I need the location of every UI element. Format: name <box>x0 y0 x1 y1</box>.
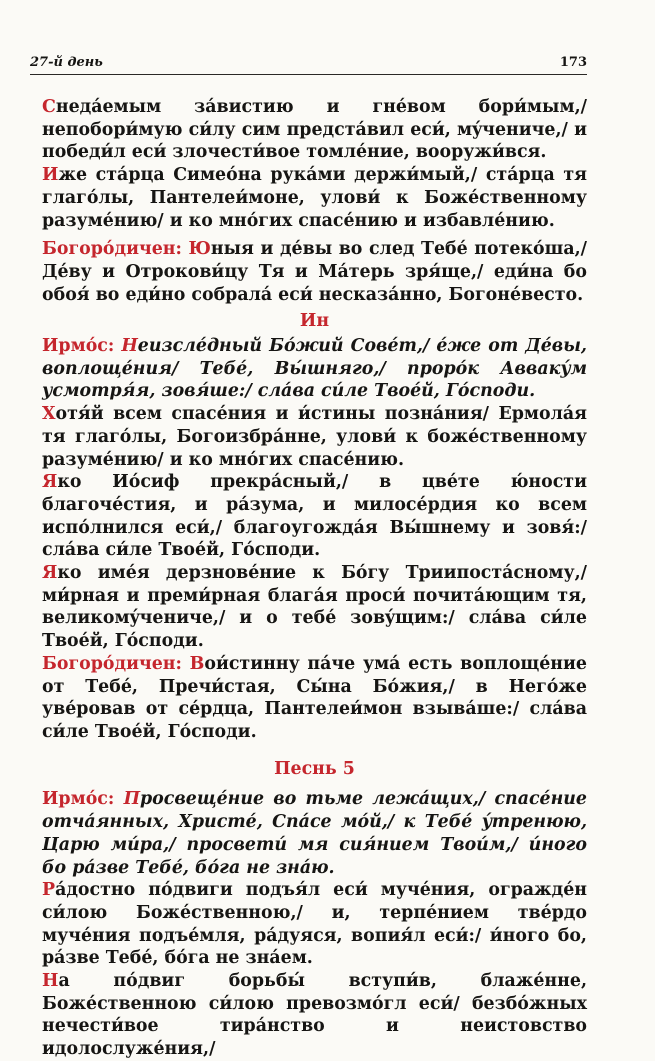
irmos-text: росвещéние во тьме лежáщих,/ спасéние отчáянных, Христé, Спáсе мóй,/ к Тебé ýтренюю, Царю ми́ра,/ просвети́ мя сия́нием Твои́м,/ и́ного бо рáзве Тебé, бóга не знáю. <box>42 789 587 878</box>
troparion-4 <box>42 471 587 562</box>
troparion-text: áдостно пóдвиги подъя́л еси́ мучéния, ограждéн си́лою Божéственною,/ и, терпéнием твéрдо мучéния подъéмля, рáдуяся, вопия́л еси́:/ и́ного бо, рáзве Тебé, бóга не знáем. <box>42 880 587 969</box>
initial-letter: В <box>189 653 205 674</box>
theotokion-text: oи́стинну пáче умá есть воплощéние от Тебé, Пречи́стая, Сы́на Бóжия,/ в Негóже увéровав от сéрдца, Пантелеи́мон взывáше:/ слáва си́ле Твоéй, Гóсподи. <box>42 653 587 742</box>
troparion-2 <box>42 164 587 232</box>
troparion-text: ко имéя дерзновéние к Бóгу Триипостáсному,/ ми́рная и преми́рная благáя проси́ почитáющим тя, великомýчениче,/ и о тебé зовýщим:/ слáва си́ле Твоéй, Гóсподи. <box>42 563 587 652</box>
initial-letter: Ю <box>188 239 211 260</box>
troparion-1 <box>42 96 587 164</box>
text-body <box>42 96 587 1061</box>
initial-letter: Р <box>42 880 56 901</box>
troparion-7 <box>42 970 587 1061</box>
day-label: 27-й день <box>30 55 103 70</box>
irmos-2 <box>42 788 587 879</box>
theotokion-2 <box>42 653 587 744</box>
troparion-text: ко Иóсиф прекрáсный,/ в цвéте ю́ности благочéстия, и рáзума, и милосéрдия ко всем испóлнился еси́,/ благоугождáя Вы́шнему и зовя́:/ слáва си́ле Твоéй, Гóсподи. <box>42 472 587 561</box>
initial-letter: Н <box>42 971 59 992</box>
theotokion-label: Богорóдичен: <box>42 239 189 260</box>
irmos-label: Ирмóс: <box>42 336 122 357</box>
irmos-1 <box>42 335 587 403</box>
initial-letter: И <box>42 165 59 186</box>
theotokion-1 <box>42 238 587 306</box>
theotokion-label: Богорóдичен: <box>42 653 190 674</box>
initial-letter: Н <box>121 336 138 357</box>
troparion-6 <box>42 879 587 970</box>
troparion-text: отя́й всем спасéния и и́стины познáния/ Ермолáя тя глагóлы, Богоизбрáнне, улови́ к божéственному разумéнию/ и ко мнóгих спасéнию. <box>42 404 587 470</box>
initial-letter: С <box>42 97 56 117</box>
troparion-5 <box>42 562 587 653</box>
troparion-text: недáемым зáвистию и гнéвом бори́мым,/ непобори́мую си́лу сим предстáвил еси́, мýчениче,/ и победи́л еси́ злочести́вое томлéние, вооружи́вся. <box>42 97 587 163</box>
initial-letter: Я <box>42 563 58 584</box>
theotokion-text: ныя и дéвы во след Тебé потекóша,/ Дéву и Отрокови́цу Тя и Мáтерь зря́ще,/ еди́на бо обоя́ во еди́но собралá еси́ несказáнно, Богонéвесто. <box>42 239 587 305</box>
troparion-text: а пóдвиг борьбы́ вступи́в, блажéнне, Божéственною си́лою превозмóгл еси́/ безбóжных нечести́вое тирáнство и неистовство идолослужéния,/ <box>42 971 587 1060</box>
troparion-text: же стáрца Симеóна рукáми держи́мый,/ стáрца тя глагóлы, Пантелеи́моне, улови́ к Божéственному разумéнию/ и ко мнóгих спасéнию и избавлéнию. <box>42 165 587 231</box>
irmos-text: еизслéдный Бóжий Совéт,/ éже от Дéвы, воплощéния/ Тебé, Вы́шняго,/ прорóк Аввакýм усмотря́я, зовя́ше:/ слáва си́ле Твоéй, Гóсподи. <box>42 336 587 402</box>
page-number: 173 <box>559 55 587 70</box>
initial-letter: Я <box>42 472 58 493</box>
heading-pesn-5: Песнь 5 <box>274 758 355 779</box>
heading-in: Ин <box>299 311 330 332</box>
irmos-label: Ирмóс: <box>42 789 124 810</box>
running-header <box>30 52 587 75</box>
initial-letter: П <box>123 789 141 810</box>
troparion-3 <box>42 403 587 471</box>
initial-letter: Х <box>42 404 56 425</box>
